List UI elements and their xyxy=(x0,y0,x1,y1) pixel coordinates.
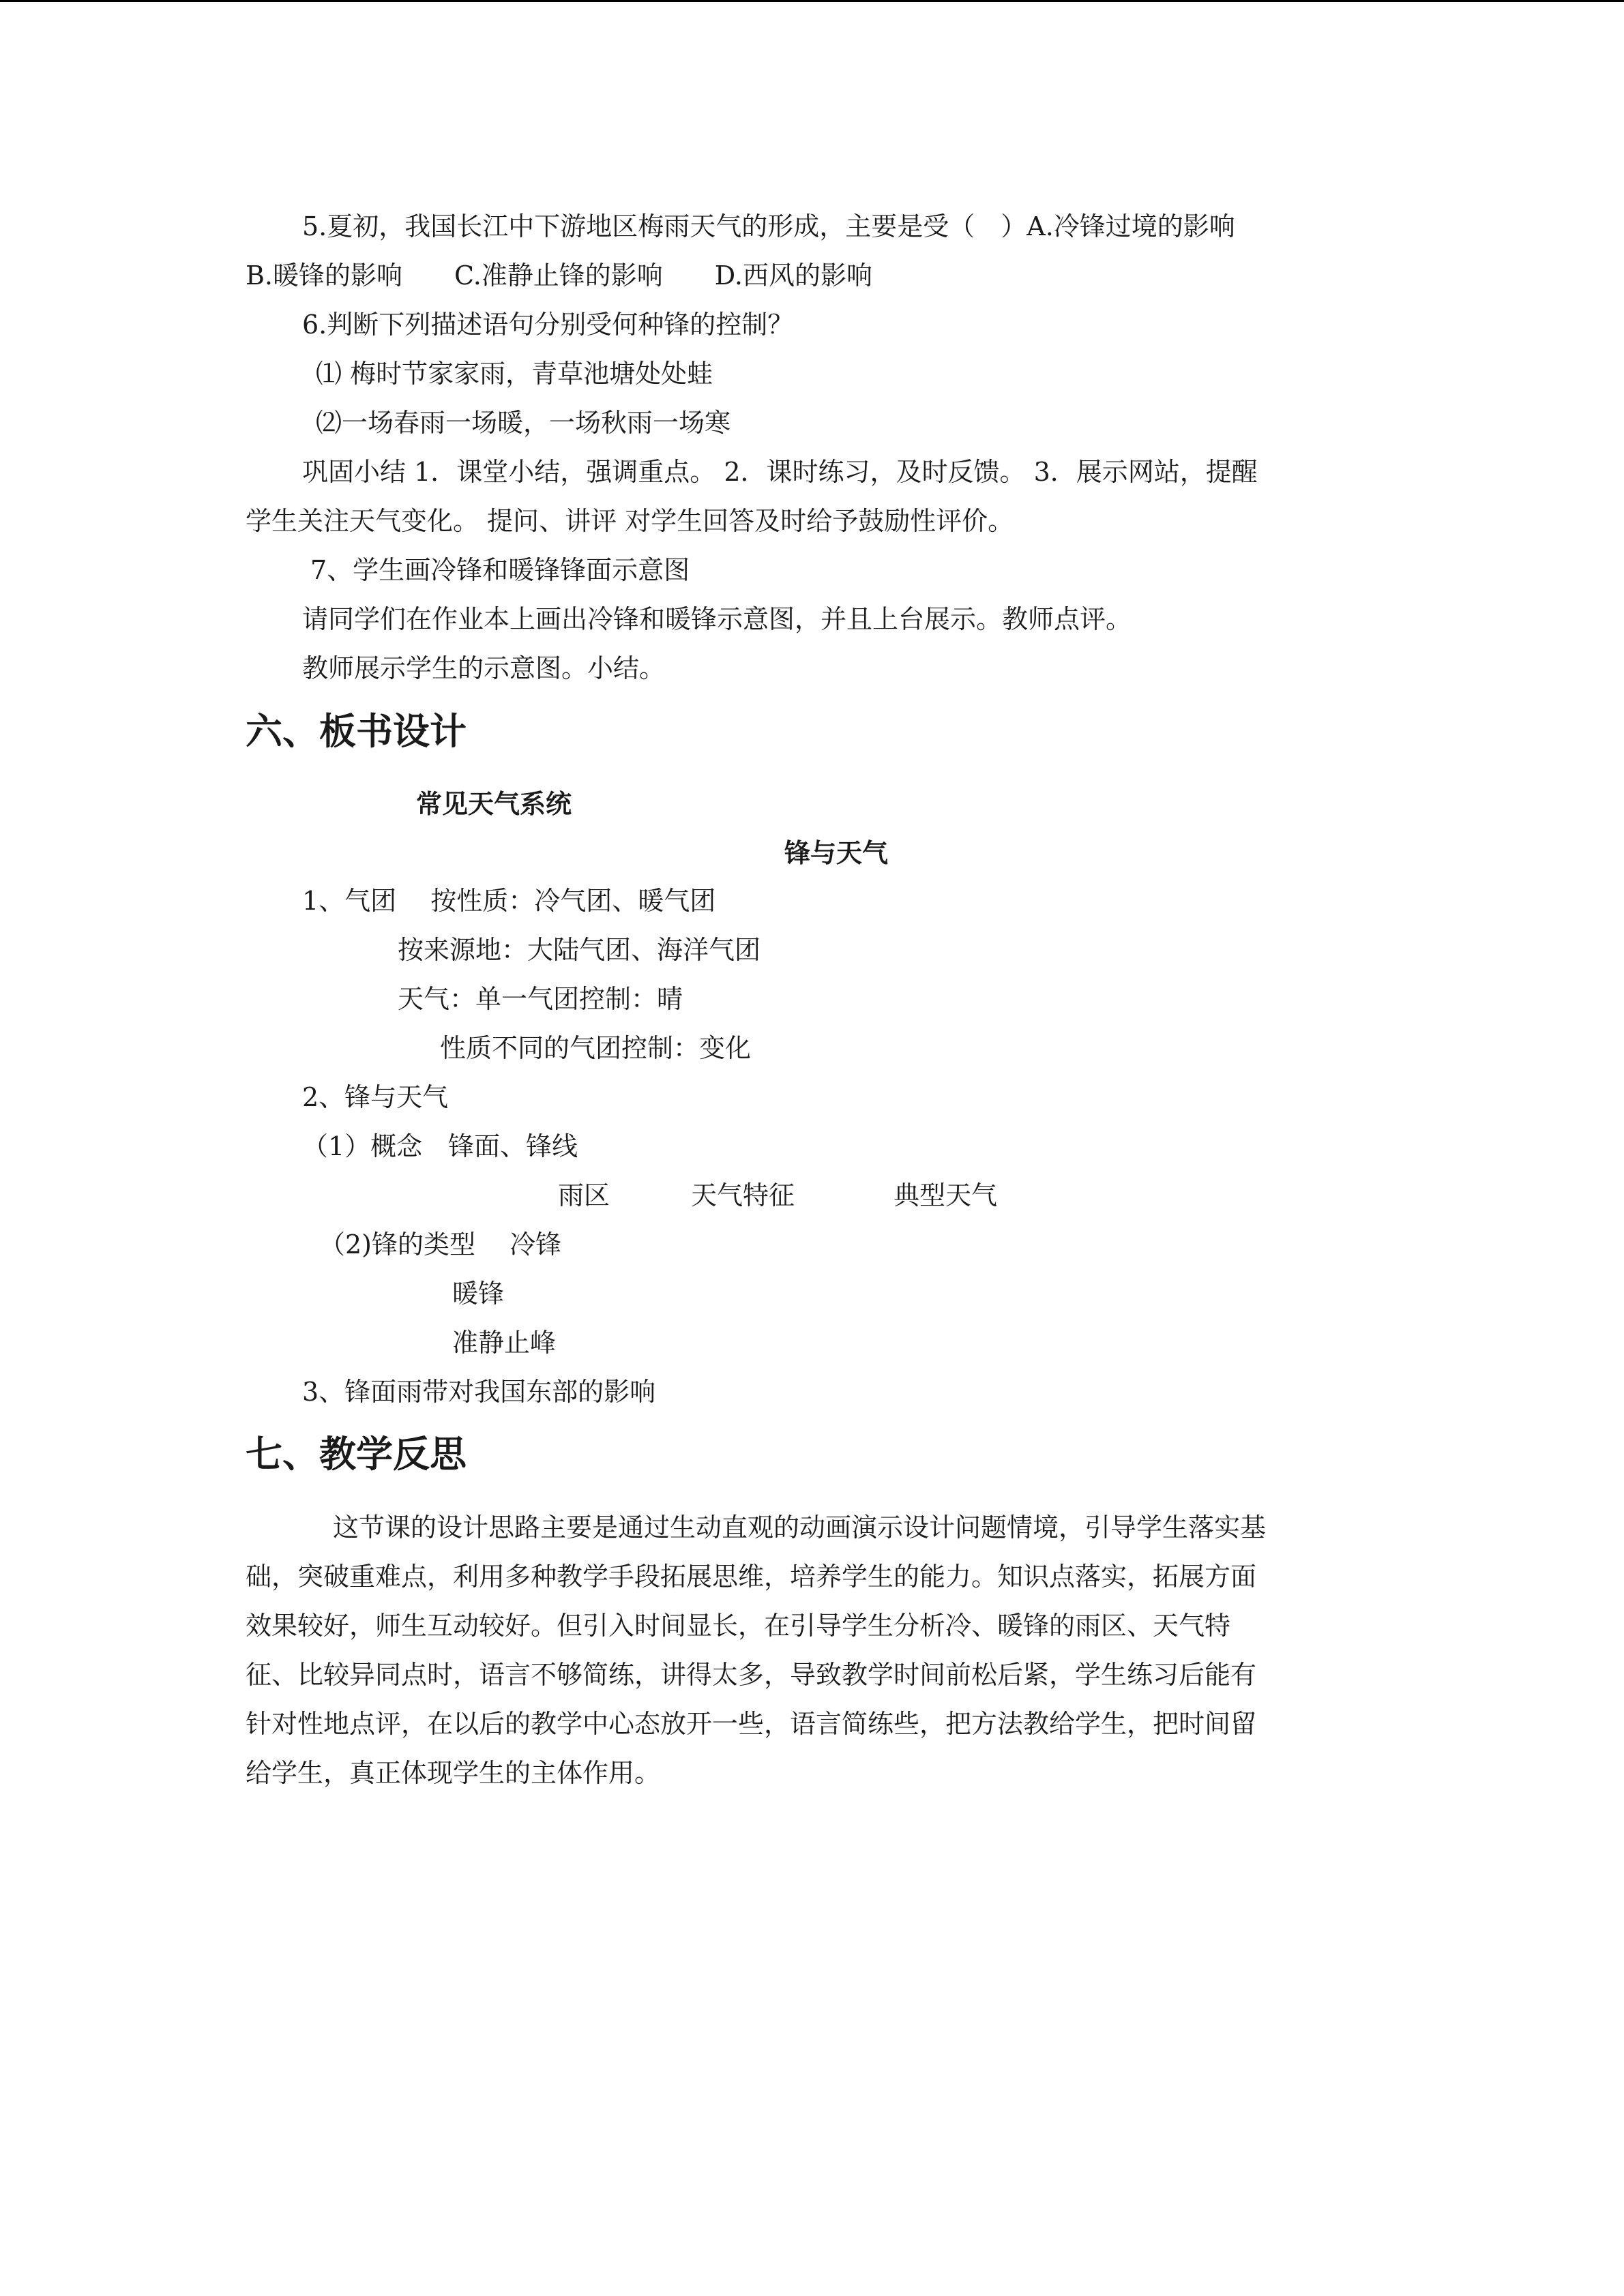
board-title-1: 常见天气系统 xyxy=(416,788,572,819)
summary-line-2: 学生关注天气变化。 提问、讲评 对学生回答及时给予鼓励性评价。 xyxy=(246,506,1014,536)
board-line-10: 3、锋面雨带对我国东部的影响 xyxy=(302,1377,656,1407)
q6-title: 6.判断下列描述语句分别受何种锋的控制？ xyxy=(302,310,794,340)
reflection-line-6: 给学生，真正体现学生的主体作用。 xyxy=(246,1758,661,1788)
q7-line-2: 教师展示学生的示意图。小结。 xyxy=(302,653,666,683)
reflection-line-2: 础，突破重难点，利用多种教学手段拓展思维，培养学生的能力。知识点落实，拓展方面 xyxy=(246,1562,1257,1592)
board-line-5: 2、锋与天气 xyxy=(302,1082,449,1112)
reflection-line-3: 效果较好，师生互动较好。但引入时间显长，在引导学生分析冷、暖锋的雨区、天气特 xyxy=(246,1611,1231,1641)
section-7-heading: 七、教学反思 xyxy=(246,1432,467,1476)
q7-title: 7、学生画冷锋和暖锋锋面示意图 xyxy=(310,555,690,585)
summary-line-1: 巩固小结 1．课堂小结，强调重点。 2．课时练习，及时反馈。 3．展示网站，提醒 xyxy=(302,457,1258,487)
reflection-line-1: 这节课的设计思路主要是通过生动直观的动画演示设计问题情境，引导学生落实基 xyxy=(333,1512,1267,1542)
q7-line-1: 请同学们在作业本上画出冷锋和暖锋示意图，并且上台展示。教师点评。 xyxy=(302,604,1132,634)
board-line-2: 按来源地：大陆气团、海洋气团 xyxy=(398,935,761,965)
board-col-typical-weather: 典型天气 xyxy=(894,1180,998,1210)
board-col-weather-features: 天气特征 xyxy=(691,1180,795,1210)
page-top-border xyxy=(0,0,1624,2)
board-title-2: 锋与天气 xyxy=(784,837,889,868)
board-line-9: 准静止峰 xyxy=(452,1328,557,1358)
q6-item-2: ⑵一场春雨一场暖，一场秋雨一场寒 xyxy=(316,408,731,438)
reflection-line-5: 针对性地点评，在以后的教学中心态放开一些，语言简练些，把方法教给学生，把时间留 xyxy=(246,1709,1257,1739)
board-line-8: 暖锋 xyxy=(452,1279,505,1309)
reflection-line-4: 征、比较异同点时，语言不够简练，讲得太多，导致教学时间前松后紧，学生练习后能有 xyxy=(246,1660,1257,1690)
board-line-6: （1）概念 锋面、锋线 xyxy=(302,1131,578,1161)
board-line-1: 1、气团 按性质：冷气团、暖气团 xyxy=(302,886,716,916)
q5-line-1: 5.夏初，我国长江中下游地区梅雨天气的形成，主要是受（ ）A.冷锋过境的影响 xyxy=(302,211,1235,241)
board-line-7: （2)锋的类型 冷锋 xyxy=(319,1229,562,1259)
board-line-4: 性质不同的气团控制：变化 xyxy=(440,1033,752,1063)
board-col-rain-area: 雨区 xyxy=(558,1180,610,1210)
section-6-heading: 六、板书设计 xyxy=(246,709,467,753)
board-line-3: 天气：单一气团控制：晴 xyxy=(398,984,683,1014)
q6-item-1: ⑴ 梅时节家家雨，青草池塘处处蛙 xyxy=(316,359,713,389)
q5-line-2: B.暖锋的影响 C.准静止锋的影响 D.西风的影响 xyxy=(246,260,872,290)
